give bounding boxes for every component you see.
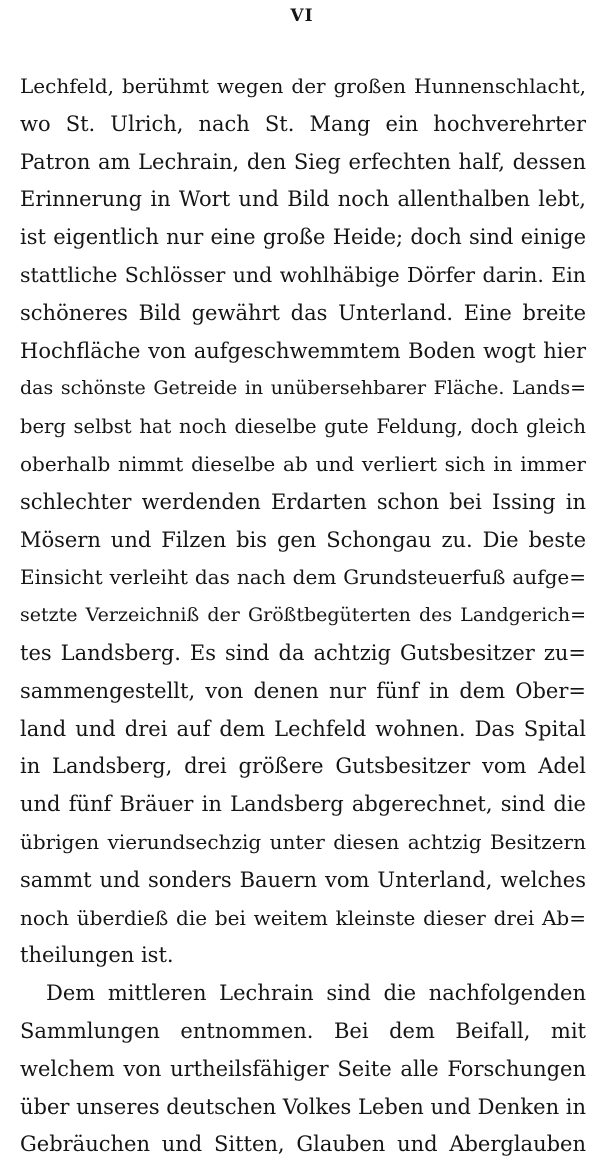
text-line: Gebräuchen und Sitten, Glauben und Aberglauben [20, 1132, 586, 1157]
text-line: übrigen vierundsechzig unter diesen achtzig Besitzern [20, 829, 586, 854]
text-line: das schönste Getreide in unübersehbarer Fläche. Lands= [20, 377, 586, 400]
text-line: in Landsberg, drei größere Gutsbesitzer vom Adel [20, 754, 586, 779]
text-line: Mösern und Filzen bis gen Schongau zu. Die beste [20, 527, 586, 552]
paragraph-end-line: theilungen ist. [20, 943, 174, 968]
page-number: VI [290, 6, 314, 26]
text-line: Einsicht verleiht das nach dem Grundsteuerfuß aufge= [20, 565, 586, 590]
text-line: noch überdieß die bei weitem kleinste dieser drei Ab= [20, 905, 586, 930]
text-line: sammengestellt, von denen nur fünf in dem Ober= [20, 678, 586, 703]
text-line: welchem von urtheilsfähiger Seite alle Forschungen [20, 1056, 586, 1081]
paragraph-start-line: Dem mittleren Lechrain sind die nachfolgenden [46, 981, 586, 1006]
text-line: Sammlungen entnommen. Bei dem Beifall, mit [20, 1018, 586, 1043]
text-line: schlechter werdenden Erdarten schon bei Issing in [20, 489, 586, 514]
text-line: sammt und sonders Bauern vom Unterland, welches [20, 867, 586, 892]
text-line: oberhalb nimmt dieselbe ab und verliert sich in immer [20, 451, 586, 476]
text-line: schöneres Bild gewährt das Unterland. Eine breite [20, 300, 586, 325]
text-line: über unseres deutschen Volkes Leben und Denken in [20, 1094, 587, 1119]
body-text [20, 68, 586, 1164]
text-line: Lechfeld, berühmt wegen der großen Hunnenschlacht, [20, 74, 586, 98]
text-line: Patron am Lechrain, den Sieg erfechten half, dessen [20, 149, 586, 174]
text-line: Hochfläche von aufgeschwemmtem Boden wogt hier [20, 338, 586, 363]
text-line: stattliche Schlösser und wohlhäbige Dörfer darin. Ein [20, 262, 586, 287]
text-line: ist eigentlich nur eine große Heide; doch sind einige [20, 225, 586, 250]
text-line: Erinnerung in Wort und Bild noch allenthalben lebt, [20, 187, 586, 212]
text-line: wo St. Ulrich, nach St. Mang ein hochverehrter [20, 111, 586, 136]
text-line: tes Landsberg. Es sind da achtzig Gutsbesitzer zu= [20, 640, 586, 665]
text-line: setzte Verzeichniß der Größtbegüterten des Landgerich= [20, 604, 586, 627]
text-line: berg selbst hat noch dieselbe gute Feldung, doch gleich [20, 415, 586, 439]
text-line: land und drei auf dem Lechfeld wohnen. Das Spital [20, 716, 586, 741]
text-line: und fünf Bräuer in Landsberg abgerechnet, sind die [20, 792, 586, 817]
